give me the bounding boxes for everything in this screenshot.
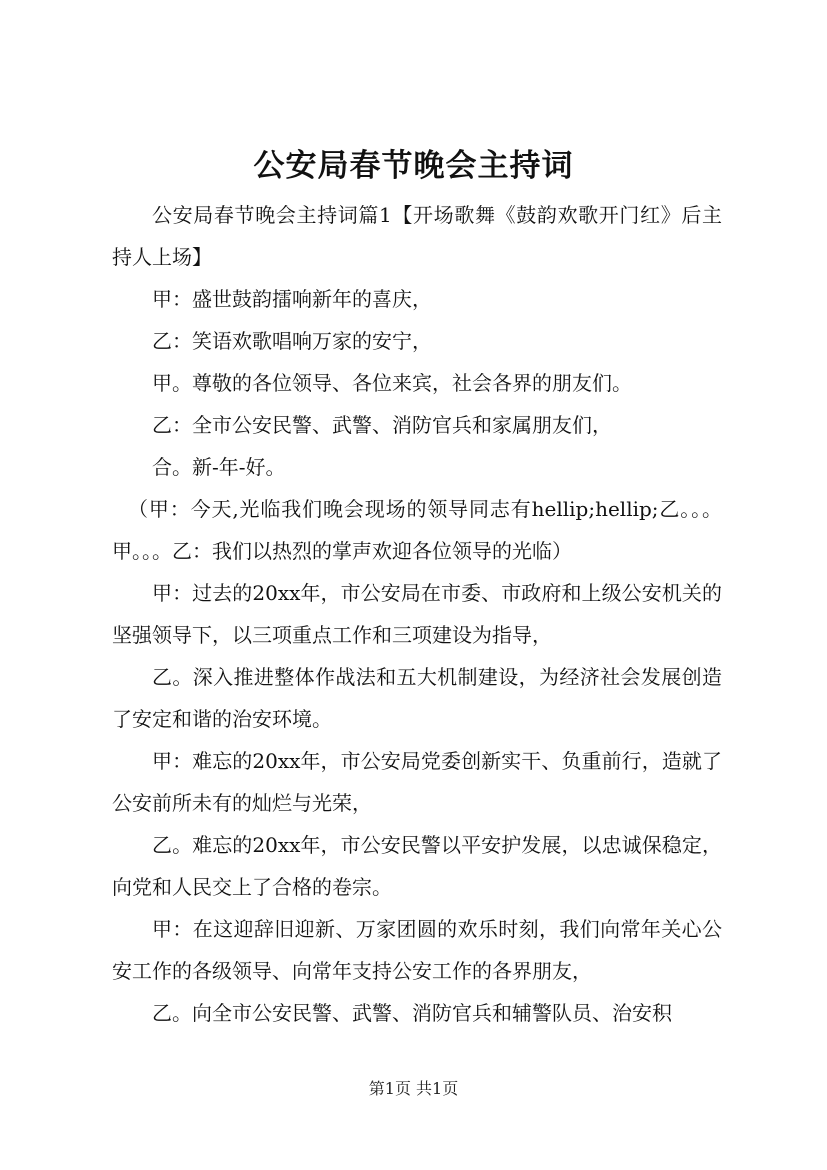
paragraph: 甲：盛世鼓韵擂响新年的喜庆， [152,287,432,311]
document-title: 公安局春节晚会主持词 [253,148,574,184]
paragraph: 甲：难忘的20xx年，市公安局党委创新实干、负重前行，造就了公安前所未有的灿烂与光荣， [112,749,722,815]
paragraph: 甲。尊敬的各位领导、各位来宾，社会各界的朋友们。 [152,371,632,395]
paragraph: 甲：过去的20xx年，市公安局在市委、市政府和上级公安机关的坚强领导下，以三项重点工作和三项建设为指导， [112,581,722,647]
paragraph: 合。新-年-好。 [152,455,286,479]
page-footer: 第1页 共1页 [368,1079,459,1098]
paragraph: 乙：笑语欢歌唱响万家的安宁， [152,329,432,353]
paragraph: 乙。难忘的20xx年，市公安民警以平安护发展，以忠诚保稳定，向党和人民交上了合格的卷宗。 [112,833,722,899]
paragraph: 甲：在这迎辞旧迎新、万家团圆的欢乐时刻，我们向常年关心公安工作的各级领导、向常年支持公安工作的各界朋友， [112,917,722,983]
paragraph: 乙。深入推进整体作战法和五大机制建设，为经济社会发展创造了安定和谐的治安环境。 [112,665,722,731]
document-body [112,194,722,1034]
paragraph: （甲：今天,光临我们晚会现场的领导同志有hellip;hellip;乙。。。甲。。。乙：我们以热烈的掌声欢迎各位领导的光临） [112,497,722,563]
paragraph: 乙：全市公安民警、武警、消防官兵和家属朋友们， [152,413,612,437]
paragraph: 公安局春节晚会主持词篇1【开场歌舞《鼓韵欢歌开门红》后主持人上场】 [112,203,722,269]
paragraph: 乙。向全市公安民警、武警、消防官兵和辅警队员、治安积 [152,1001,672,1025]
